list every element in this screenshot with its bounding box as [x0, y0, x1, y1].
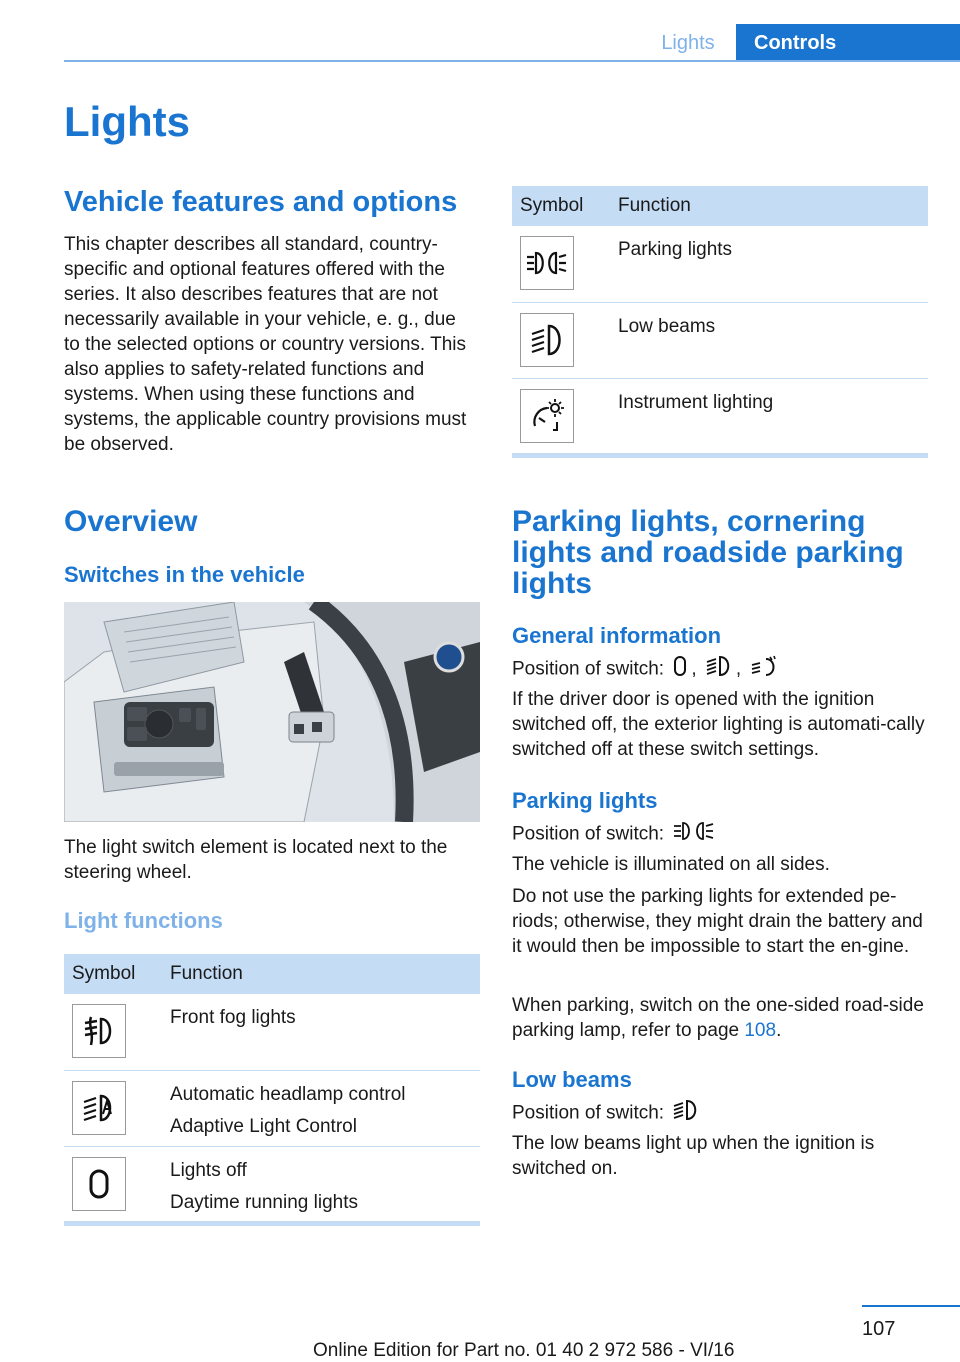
function-text: Instrument lighting: [618, 391, 774, 413]
general-info-body: If the driver door is opened with the ignition switched off, the exterior lighting is automati-cally switched off at these switch settings.: [512, 689, 925, 760]
parking-lights-p3: [512, 993, 928, 1043]
symbol-cell: [64, 1146, 170, 1222]
position-label: Position of switch:: [512, 1102, 665, 1124]
table-row: [64, 1070, 480, 1146]
function-text: Low beams: [618, 315, 716, 337]
function-cell: [618, 226, 928, 302]
page-title: Lights: [64, 98, 190, 145]
symbol-cell: [512, 226, 618, 302]
vehicle-features-body: This chapter describes all standard, country-specific and optional features offered with the series. It also describes features that are not necessarily available in your vehicle, e. g., due to the selected options or country versions. This also applies to safety-related functions and systems. When using these functions and systems, the applicable country provisions must be observed.: [64, 234, 467, 455]
function-text: Adaptive Light Control: [170, 1115, 357, 1137]
low-beams-icon: [673, 1099, 699, 1128]
function-text: Parking lights: [618, 239, 733, 260]
table-row: [64, 1146, 480, 1222]
function-column-header: Function: [170, 954, 480, 994]
function-text: Daytime running lights: [170, 1191, 358, 1213]
table-row: [512, 226, 928, 302]
light-switch-photo: [64, 602, 480, 822]
function-text: Automatic headlamp control: [170, 1083, 406, 1105]
low-beams-heading: Low beams: [512, 1067, 632, 1092]
vehicle-features-heading: Vehicle features and options: [64, 186, 458, 218]
table-row: [512, 302, 928, 378]
roadside-parking-lights-icon: [750, 655, 778, 684]
front-fog-lights-icon: [72, 1004, 126, 1058]
separator: ,: [691, 658, 697, 680]
symbol-column-header: Symbol: [64, 954, 170, 994]
edition-text: Online Edition for Part no. 01 40 2 972 586 - VI/16: [313, 1340, 735, 1361]
general-info-position: [512, 655, 928, 684]
header-rule: [64, 60, 960, 62]
lights-off-icon: [72, 1157, 126, 1211]
parking-lights-position: [512, 820, 928, 849]
table-bottom-rule: [64, 1221, 480, 1226]
table-row: [64, 994, 480, 1070]
function-cell: [170, 1070, 480, 1146]
low-beams-icon: [520, 313, 574, 367]
low-beams-body: The low beams light up when the ignition is switched on.: [512, 1133, 875, 1179]
overview-heading: Overview: [64, 505, 198, 538]
function-cell: [170, 1146, 480, 1222]
table-bottom-rule: [512, 453, 928, 458]
position-label: Position of switch:: [512, 658, 665, 680]
function-cell: [618, 302, 928, 378]
table-header-row: [64, 954, 480, 994]
p3-text: When parking, switch on the one-sided road-side parking lamp, refer to page: [512, 995, 924, 1041]
switches-heading: Switches in the vehicle: [64, 562, 305, 587]
header-section-tab: Lights: [661, 32, 715, 54]
parking-lights-p1: The vehicle is illuminated on all sides.: [512, 854, 830, 875]
photo-caption: The light switch element is located next to the steering wheel.: [64, 837, 448, 883]
symbol-function-table: [512, 186, 928, 454]
footer-rule: [862, 1305, 960, 1307]
parking-lights-heading: Parking lights: [512, 788, 658, 813]
parking-lights-section-heading: Parking lights, cornering lights and roadside parking lights: [512, 505, 904, 600]
table-row: [512, 378, 928, 454]
parking-lights-icon: [673, 820, 717, 849]
function-cell: [618, 378, 928, 454]
symbol-column-header: Symbol: [512, 186, 618, 226]
parking-lights-p2: Do not use the parking lights for extended pe-riods; otherwise, they might drain the battery and it would then be impossible to start the en-gine.: [512, 886, 923, 957]
symbol-cell: [64, 994, 170, 1070]
page-number: 107: [862, 1318, 896, 1340]
page-reference-link[interactable]: 108: [744, 1020, 777, 1041]
symbol-cell: [512, 378, 618, 454]
symbol-cell: [512, 302, 618, 378]
automatic-headlamp-icon: [72, 1081, 126, 1135]
function-text: Front fog lights: [170, 1007, 296, 1028]
separator: ,: [735, 658, 742, 680]
table-header-row: [512, 186, 928, 226]
parking-lights-icon: [520, 236, 574, 290]
lights-off-icon: [673, 655, 687, 684]
function-column-header: Function: [618, 186, 928, 226]
function-text: Lights off: [170, 1159, 247, 1181]
low-beams-icon: [706, 655, 732, 684]
light-functions-heading: Light functions: [64, 908, 223, 933]
function-cell: [170, 994, 480, 1070]
instrument-lighting-icon: [520, 389, 574, 443]
general-info-heading: General information: [512, 623, 722, 648]
low-beams-position: [512, 1099, 928, 1128]
p3-end: .: [776, 1020, 782, 1041]
symbol-cell: [64, 1070, 170, 1146]
position-label: Position of switch:: [512, 823, 665, 845]
header-chapter-tab: Controls: [736, 24, 960, 62]
light-functions-table: [64, 954, 480, 1222]
